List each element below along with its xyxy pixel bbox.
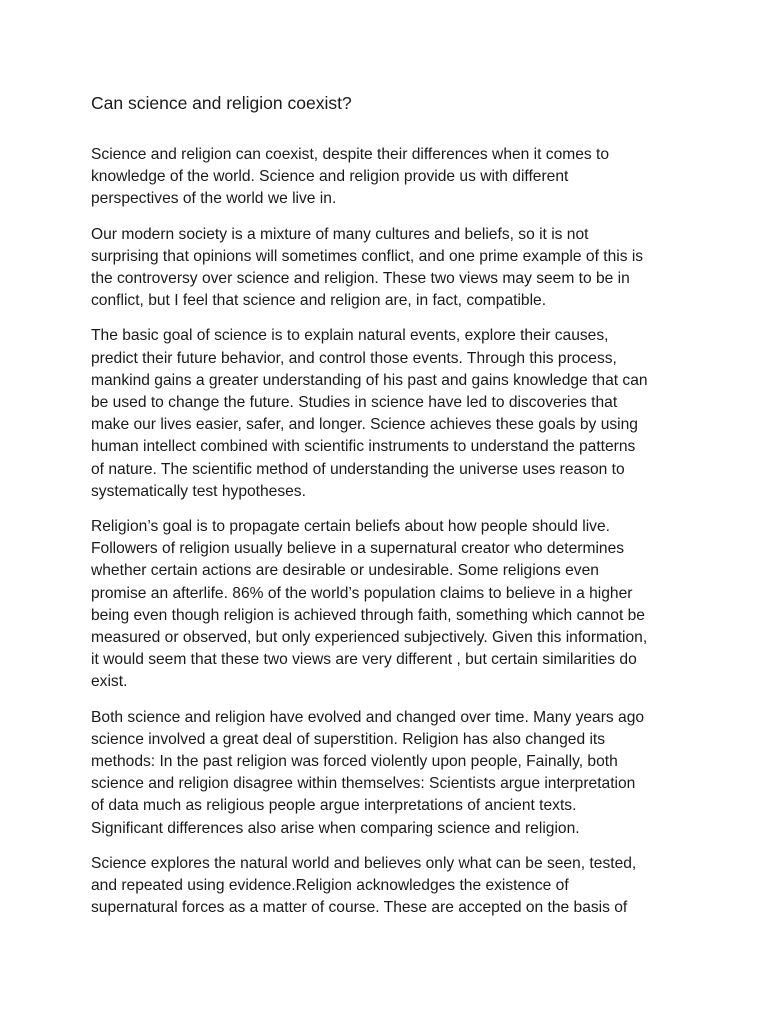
paragraph-line: Both science and religion have evolved and changed over time. Many years ago <box>91 708 645 726</box>
paragraph-line: and repeated using evidence.Religion acknowledges the existence of <box>91 877 569 895</box>
paragraph-line: human intellect combined with scientific instruments to understand the patterns <box>91 438 636 456</box>
paragraph-line: it would seem that these two views are very different , but certain similarities do <box>91 651 637 669</box>
paragraph-line: being even though religion is achieved through faith, something which cannot be <box>91 606 645 624</box>
paragraph-line: science and religion disagree within themselves: Scientists argue interpretation <box>91 775 636 793</box>
paragraph-line: exist. <box>91 673 128 691</box>
paragraph-line: of data much as religious people argue interpretations of ancient texts. <box>91 797 577 815</box>
paragraph-line: measured or observed, but only experienced subjectively. Given this information, <box>91 629 648 647</box>
paragraph-line: the controversy over science and religion. These two views may seem to be in <box>91 270 630 288</box>
paragraph-line: promise an afterlife. 86% of the world’s population claims to believe in a higher <box>91 584 633 602</box>
document-title: Can science and religion coexist? <box>91 93 352 113</box>
paragraph-line: of nature. The scientific method of understanding the universe uses reason to <box>91 460 625 478</box>
paragraph-line: systematically test hypotheses. <box>91 482 306 500</box>
paragraph-line: supernatural forces as a matter of course. These are accepted on the basis of <box>91 899 628 917</box>
paragraph-line: perspectives of the world we live in. <box>91 190 337 208</box>
paragraph-line: Followers of religion usually believe in a supernatural creator who determines <box>91 540 625 558</box>
paragraph <box>91 707 691 840</box>
paragraph-line: Science and religion can coexist, despite their differences when it comes to <box>91 146 610 163</box>
paragraph-line: whether certain actions are desirable or undesirable. Some religions even <box>91 562 599 580</box>
paragraph-line: Our modern society is a mixture of many cultures and beliefs, so it is not <box>91 225 589 243</box>
paragraph-line: Religion’s goal is to propagate certain beliefs about how people should live. <box>91 518 610 536</box>
paragraph-container <box>91 144 691 920</box>
paragraph-line: knowledge of the world. Science and religion provide us with different <box>91 168 569 186</box>
document-body <box>91 92 691 933</box>
paragraph-line: make our lives easier, safer, and longer. Science achieves these goals by using <box>91 416 638 434</box>
paragraph <box>91 224 691 313</box>
paragraph-line: science involved a great deal of superstition. Religion has also changed its <box>91 730 606 748</box>
paragraph <box>91 325 691 503</box>
paragraph-line: methods: In the past religion was forced violently upon people, Fainally, both <box>91 753 618 771</box>
paragraph <box>91 144 691 211</box>
paragraph-line: The basic goal of science is to explain natural events, explore their causes, <box>91 327 609 345</box>
paragraph-line: surprising that opinions will sometimes conflict, and one prime example of this is <box>91 247 644 265</box>
paragraph-line: be used to change the future. Studies in science have led to discoveries that <box>91 394 618 412</box>
paragraph-line: Significant differences also arise when comparing science and religion. <box>91 819 580 837</box>
paragraph-line: predict their future behavior, and control those events. Through this process, <box>91 349 617 367</box>
paragraph-line: Science explores the natural world and believes only what can be seen, tested, <box>91 854 637 872</box>
paragraph-line: conflict, but I feel that science and religion are, in fact, compatible. <box>91 292 547 310</box>
paragraph <box>91 853 691 920</box>
paragraph <box>91 516 691 694</box>
paragraph-line: mankind gains a greater understanding of his past and gains knowledge that can <box>91 371 648 389</box>
